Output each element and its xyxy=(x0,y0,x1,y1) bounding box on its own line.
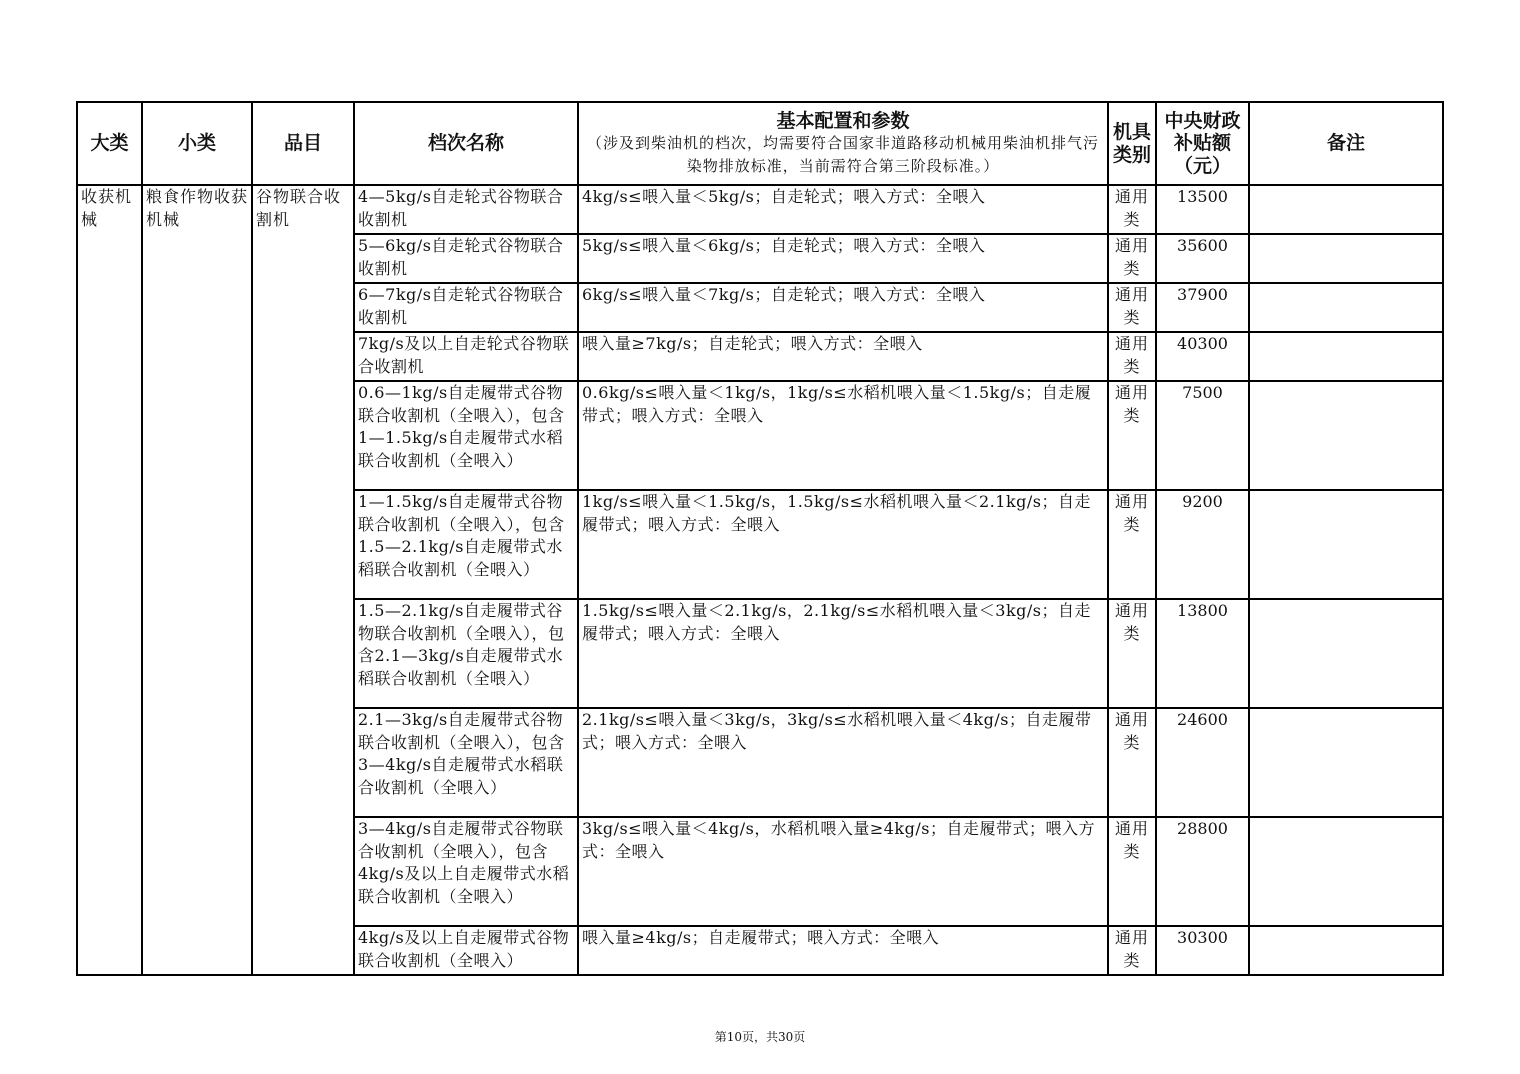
amount-cell: 30300 xyxy=(1156,926,1249,975)
tier-cell: 6—7kg/s自走轮式谷物联合收割机 xyxy=(354,283,578,332)
amount-cell: 24600 xyxy=(1156,708,1249,817)
remark-cell xyxy=(1249,332,1443,381)
tier-cell: 7kg/s及以上自走轮式谷物联合收割机 xyxy=(354,332,578,381)
type-cell: 通用类 xyxy=(1108,381,1156,490)
params-cell: 2.1kg/s≤喂入量＜3kg/s，3kg/s≤水稻机喂入量＜4kg/s；自走履带式；喂入方式：全喂入 xyxy=(578,708,1108,817)
type-cell: 通用类 xyxy=(1108,234,1156,283)
header-remarks: 备注 xyxy=(1249,102,1443,185)
header-params-title: 基本配置和参数 xyxy=(776,109,910,132)
params-cell: 5kg/s≤喂入量＜6kg/s；自走轮式；喂入方式：全喂入 xyxy=(578,234,1108,283)
remark-cell xyxy=(1249,234,1443,283)
remark-cell xyxy=(1249,490,1443,599)
params-cell: 1kg/s≤喂入量＜1.5kg/s，1.5kg/s≤水稻机喂入量＜2.1kg/s；自走履带式；喂入方式：全喂入 xyxy=(578,490,1108,599)
tier-cell: 2.1—3kg/s自走履带式谷物联合收割机（全喂入），包含3—4kg/s自走履带式水稻联合收割机（全喂入） xyxy=(354,708,578,817)
header-row xyxy=(77,102,1443,185)
remark-cell xyxy=(1249,926,1443,975)
type-cell: 通用类 xyxy=(1108,490,1156,599)
remark-cell xyxy=(1249,708,1443,817)
page-number: 第10页，共30页 xyxy=(714,1030,806,1044)
table-row xyxy=(77,185,1443,234)
tier-cell: 3—4kg/s自走履带式谷物联合收割机（全喂入），包含4kg/s及以上自走履带式水稻联合收割机（全喂入） xyxy=(354,817,578,926)
remark-cell xyxy=(1249,381,1443,490)
type-cell: 通用类 xyxy=(1108,599,1156,708)
params-cell: 6kg/s≤喂入量＜7kg/s；自走轮式；喂入方式：全喂入 xyxy=(578,283,1108,332)
tier-cell: 1—1.5kg/s自走履带式谷物联合收割机（全喂入），包含1.5—2.1kg/s自走履带式水稻联合收割机（全喂入） xyxy=(354,490,578,599)
params-cell: 3kg/s≤喂入量＜4kg/s，水稻机喂入量≥4kg/s；自走履带式；喂入方式：全喂入 xyxy=(578,817,1108,926)
amount-cell: 13800 xyxy=(1156,599,1249,708)
remark-cell xyxy=(1249,283,1443,332)
header-params xyxy=(578,102,1108,185)
remark-cell xyxy=(1249,185,1443,234)
remark-cell xyxy=(1249,599,1443,708)
type-cell: 通用类 xyxy=(1108,283,1156,332)
header-tier: 档次名称 xyxy=(354,102,578,185)
header-params-note: （涉及到柴油机的档次，均需要符合国家非道路移动机械用柴油机排气污染物排放标准，当前需符合第三阶段标准。） xyxy=(586,134,1099,175)
remark-cell xyxy=(1249,817,1443,926)
params-cell: 喂入量≥7kg/s；自走轮式；喂入方式：全喂入 xyxy=(578,332,1108,381)
amount-cell: 9200 xyxy=(1156,490,1249,599)
category-major-cell: 收获机械 xyxy=(77,185,142,975)
type-cell: 通用类 xyxy=(1108,926,1156,975)
tier-cell: 4kg/s及以上自走履带式谷物联合收割机（全喂入） xyxy=(354,926,578,975)
tier-cell: 0.6—1kg/s自走履带式谷物联合收割机（全喂入），包含1—1.5kg/s自走履带式水稻联合收割机（全喂入） xyxy=(354,381,578,490)
params-cell: 1.5kg/s≤喂入量＜2.1kg/s，2.1kg/s≤水稻机喂入量＜3kg/s；自走履带式；喂入方式：全喂入 xyxy=(578,599,1108,708)
header-minor: 小类 xyxy=(142,102,252,185)
type-cell: 通用类 xyxy=(1108,185,1156,234)
header-subsidy: 中央财政补贴额（元） xyxy=(1156,102,1249,185)
type-cell: 通用类 xyxy=(1108,817,1156,926)
params-cell: 4kg/s≤喂入量＜5kg/s；自走轮式；喂入方式：全喂入 xyxy=(578,185,1108,234)
type-cell: 通用类 xyxy=(1108,332,1156,381)
subsidy-table xyxy=(76,101,1444,976)
category-item-cell: 谷物联合收割机 xyxy=(252,185,354,975)
header-item: 品目 xyxy=(252,102,354,185)
tier-cell: 1.5—2.1kg/s自走履带式谷物联合收割机（全喂入），包含2.1—3kg/s自走履带式水稻联合收割机（全喂入） xyxy=(354,599,578,708)
amount-cell: 40300 xyxy=(1156,332,1249,381)
amount-cell: 7500 xyxy=(1156,381,1249,490)
category-minor-cell: 粮食作物收获机械 xyxy=(142,185,252,975)
tier-cell: 4—5kg/s自走轮式谷物联合收割机 xyxy=(354,185,578,234)
params-cell: 0.6kg/s≤喂入量＜1kg/s，1kg/s≤水稻机喂入量＜1.5kg/s；自走履带式；喂入方式：全喂入 xyxy=(578,381,1108,490)
amount-cell: 28800 xyxy=(1156,817,1249,926)
amount-cell: 35600 xyxy=(1156,234,1249,283)
header-major: 大类 xyxy=(77,102,142,185)
header-type: 机具类别 xyxy=(1108,102,1156,185)
amount-cell: 37900 xyxy=(1156,283,1249,332)
params-cell: 喂入量≥4kg/s；自走履带式；喂入方式：全喂入 xyxy=(578,926,1108,975)
amount-cell: 13500 xyxy=(1156,185,1249,234)
tier-cell: 5—6kg/s自走轮式谷物联合收割机 xyxy=(354,234,578,283)
type-cell: 通用类 xyxy=(1108,708,1156,817)
